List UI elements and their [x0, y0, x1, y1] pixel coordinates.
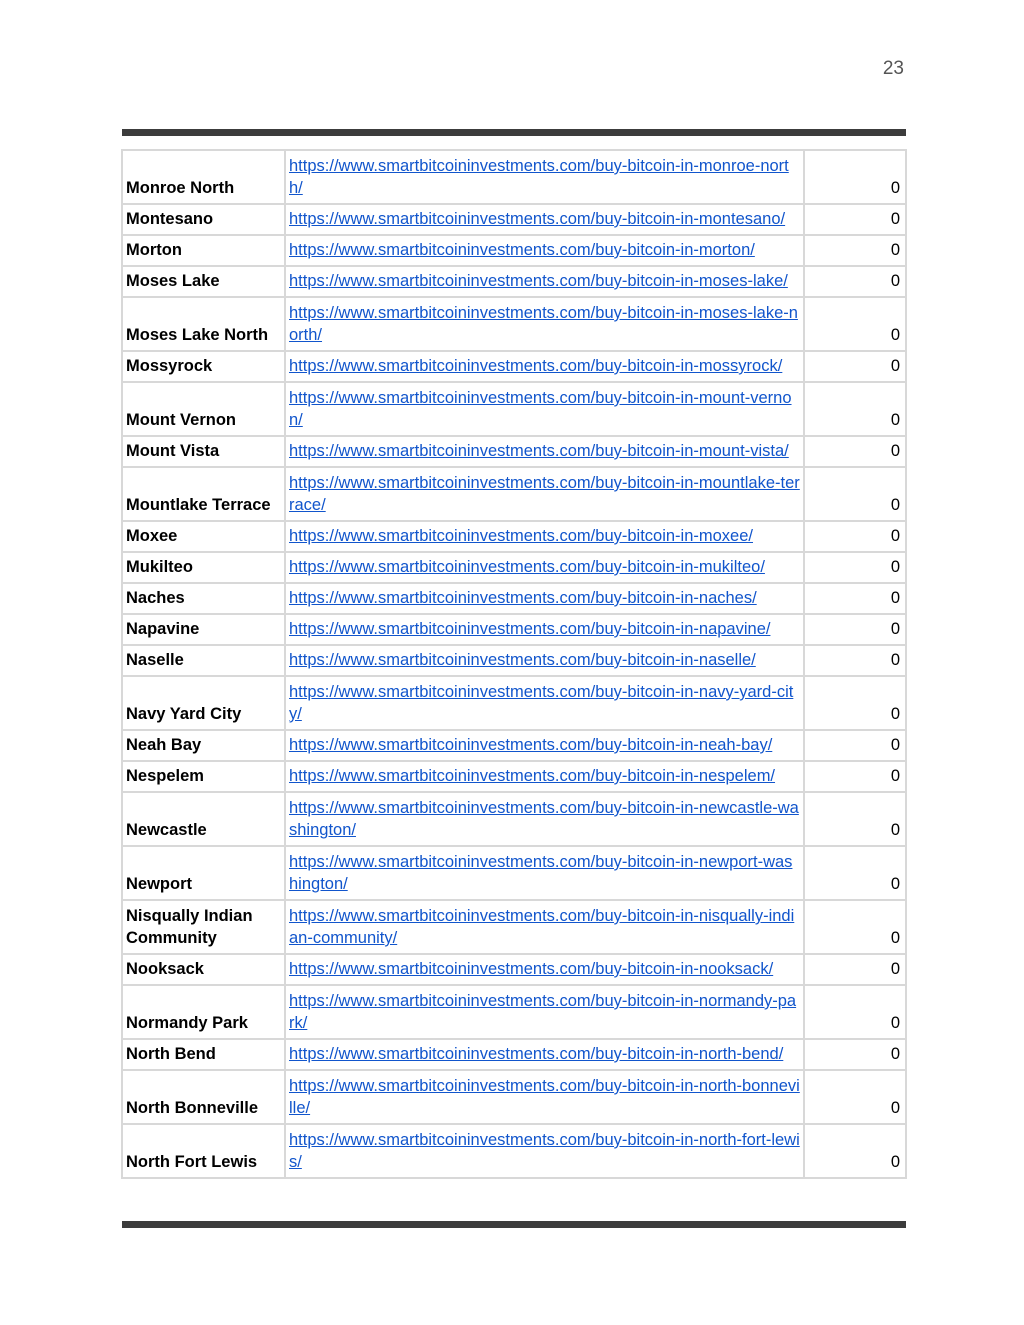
location-link[interactable]: https://www.smartbitcoininvestments.com/buy-bitcoin-in-navy-yard-city/: [289, 683, 794, 723]
location-count: 0: [804, 792, 906, 846]
location-table-container: [121, 149, 907, 1179]
location-count: 0: [804, 985, 906, 1039]
table-row: [122, 761, 906, 792]
table-row: [122, 954, 906, 985]
location-count: 0: [804, 1070, 906, 1124]
location-link[interactable]: https://www.smartbitcoininvestments.com/buy-bitcoin-in-moxee/: [289, 527, 753, 545]
location-name: Navy Yard City: [122, 676, 285, 730]
location-table-body: [122, 150, 906, 1178]
location-count: 0: [804, 266, 906, 297]
location-name: Mukilteo: [122, 552, 285, 583]
location-name: North Fort Lewis: [122, 1124, 285, 1178]
location-url-cell: [285, 552, 804, 583]
location-link[interactable]: https://www.smartbitcoininvestments.com/buy-bitcoin-in-normandy-park/: [289, 992, 797, 1032]
location-link[interactable]: https://www.smartbitcoininvestments.com/buy-bitcoin-in-mount-vernon/: [289, 389, 792, 429]
location-url-cell: [285, 521, 804, 552]
location-link[interactable]: https://www.smartbitcoininvestments.com/buy-bitcoin-in-monroe-north/: [289, 157, 789, 197]
location-link[interactable]: https://www.smartbitcoininvestments.com/buy-bitcoin-in-nespelem/: [289, 767, 776, 785]
location-link[interactable]: https://www.smartbitcoininvestments.com/buy-bitcoin-in-naches/: [289, 589, 757, 607]
table-row: [122, 792, 906, 846]
table-row: [122, 235, 906, 266]
page-number: 23: [882, 58, 904, 79]
location-name: Mount Vista: [122, 436, 285, 467]
location-link[interactable]: https://www.smartbitcoininvestments.com/buy-bitcoin-in-mossyrock/: [289, 357, 783, 375]
location-name: Naselle: [122, 645, 285, 676]
location-count: 0: [804, 954, 906, 985]
location-count: 0: [804, 846, 906, 900]
location-link[interactable]: https://www.smartbitcoininvestments.com/buy-bitcoin-in-newcastle-washington/: [289, 799, 799, 839]
location-count: 0: [804, 583, 906, 614]
location-count: 0: [804, 614, 906, 645]
location-url-cell: [285, 761, 804, 792]
location-url-cell: [285, 900, 804, 954]
table-row: [122, 900, 906, 954]
location-name: Moxee: [122, 521, 285, 552]
table-row: [122, 1070, 906, 1124]
location-url-cell: [285, 204, 804, 235]
location-count: 0: [804, 1039, 906, 1070]
location-url-cell: [285, 351, 804, 382]
location-count: 0: [804, 761, 906, 792]
location-name: Normandy Park: [122, 985, 285, 1039]
table-row: [122, 297, 906, 351]
table-row: [122, 730, 906, 761]
table-row: [122, 521, 906, 552]
location-link[interactable]: https://www.smartbitcoininvestments.com/buy-bitcoin-in-morton/: [289, 241, 755, 259]
location-link[interactable]: https://www.smartbitcoininvestments.com/buy-bitcoin-in-neah-bay/: [289, 736, 773, 754]
location-url-cell: [285, 436, 804, 467]
location-link[interactable]: https://www.smartbitcoininvestments.com/buy-bitcoin-in-mount-vista/: [289, 442, 789, 460]
location-name: Neah Bay: [122, 730, 285, 761]
location-url-cell: [285, 235, 804, 266]
location-url-cell: [285, 297, 804, 351]
location-count: 0: [804, 235, 906, 266]
table-row: [122, 583, 906, 614]
location-link[interactable]: https://www.smartbitcoininvestments.com/buy-bitcoin-in-moses-lake-north/: [289, 304, 798, 344]
location-url-cell: [285, 382, 804, 436]
location-count: 0: [804, 521, 906, 552]
location-link[interactable]: https://www.smartbitcoininvestments.com/buy-bitcoin-in-north-bonneville/: [289, 1077, 800, 1117]
table-row: [122, 467, 906, 521]
location-count: 0: [804, 150, 906, 204]
location-name: North Bend: [122, 1039, 285, 1070]
top-divider: [122, 129, 906, 136]
location-count: 0: [804, 900, 906, 954]
table-row: [122, 1039, 906, 1070]
table-row: [122, 846, 906, 900]
location-count: 0: [804, 1124, 906, 1178]
location-link[interactable]: https://www.smartbitcoininvestments.com/buy-bitcoin-in-mukilteo/: [289, 558, 765, 576]
location-link[interactable]: https://www.smartbitcoininvestments.com/buy-bitcoin-in-montesano/: [289, 210, 786, 228]
location-url-cell: [285, 846, 804, 900]
location-count: 0: [804, 645, 906, 676]
location-url-cell: [285, 954, 804, 985]
location-count: 0: [804, 552, 906, 583]
location-url-cell: [285, 676, 804, 730]
location-name: Naches: [122, 583, 285, 614]
location-link[interactable]: https://www.smartbitcoininvestments.com/buy-bitcoin-in-naselle/: [289, 651, 756, 669]
table-row: [122, 1124, 906, 1178]
location-url-cell: [285, 1124, 804, 1178]
table-row: [122, 985, 906, 1039]
location-name: Mountlake Terrace: [122, 467, 285, 521]
location-name: Montesano: [122, 204, 285, 235]
location-url-cell: [285, 266, 804, 297]
location-url-cell: [285, 1039, 804, 1070]
table-row: [122, 266, 906, 297]
table-row: [122, 382, 906, 436]
location-link[interactable]: https://www.smartbitcoininvestments.com/buy-bitcoin-in-north-bend/: [289, 1045, 784, 1063]
table-row: [122, 676, 906, 730]
location-link[interactable]: https://www.smartbitcoininvestments.com/buy-bitcoin-in-nisqually-indian-community/: [289, 907, 795, 947]
location-url-cell: [285, 985, 804, 1039]
location-url-cell: [285, 467, 804, 521]
location-link[interactable]: https://www.smartbitcoininvestments.com/buy-bitcoin-in-nooksack/: [289, 960, 774, 978]
location-name: Nespelem: [122, 761, 285, 792]
location-url-cell: [285, 645, 804, 676]
table-row: [122, 645, 906, 676]
location-count: 0: [804, 436, 906, 467]
location-url-cell: [285, 614, 804, 645]
location-name: Nooksack: [122, 954, 285, 985]
location-url-cell: [285, 150, 804, 204]
table-row: [122, 552, 906, 583]
location-name: Newport: [122, 846, 285, 900]
table-row: [122, 351, 906, 382]
location-count: 0: [804, 730, 906, 761]
location-name: North Bonneville: [122, 1070, 285, 1124]
table-row: [122, 436, 906, 467]
bottom-divider: [122, 1221, 906, 1228]
location-name: Morton: [122, 235, 285, 266]
location-name: Moses Lake: [122, 266, 285, 297]
location-link[interactable]: https://www.smartbitcoininvestments.com/buy-bitcoin-in-north-fort-lewis/: [289, 1131, 800, 1171]
location-count: 0: [804, 351, 906, 382]
table-row: [122, 204, 906, 235]
location-count: 0: [804, 297, 906, 351]
location-name: Mount Vernon: [122, 382, 285, 436]
location-count: 0: [804, 382, 906, 436]
table-row: [122, 614, 906, 645]
location-name: Monroe North: [122, 150, 285, 204]
location-url-cell: [285, 1070, 804, 1124]
location-count: 0: [804, 204, 906, 235]
location-link[interactable]: https://www.smartbitcoininvestments.com/buy-bitcoin-in-moses-lake/: [289, 272, 788, 290]
location-name: Napavine: [122, 614, 285, 645]
location-url-cell: [285, 730, 804, 761]
location-table: [121, 149, 907, 1179]
location-name: Newcastle: [122, 792, 285, 846]
location-count: 0: [804, 467, 906, 521]
location-url-cell: [285, 792, 804, 846]
table-row: [122, 150, 906, 204]
location-link[interactable]: https://www.smartbitcoininvestments.com/buy-bitcoin-in-newport-washington/: [289, 853, 793, 893]
location-url-cell: [285, 583, 804, 614]
location-link[interactable]: https://www.smartbitcoininvestments.com/buy-bitcoin-in-napavine/: [289, 620, 771, 638]
location-name: Moses Lake North: [122, 297, 285, 351]
location-name: Nisqually Indian Community: [122, 900, 285, 954]
location-count: 0: [804, 676, 906, 730]
location-name: Mossyrock: [122, 351, 285, 382]
location-link[interactable]: https://www.smartbitcoininvestments.com/buy-bitcoin-in-mountlake-terrace/: [289, 474, 800, 514]
